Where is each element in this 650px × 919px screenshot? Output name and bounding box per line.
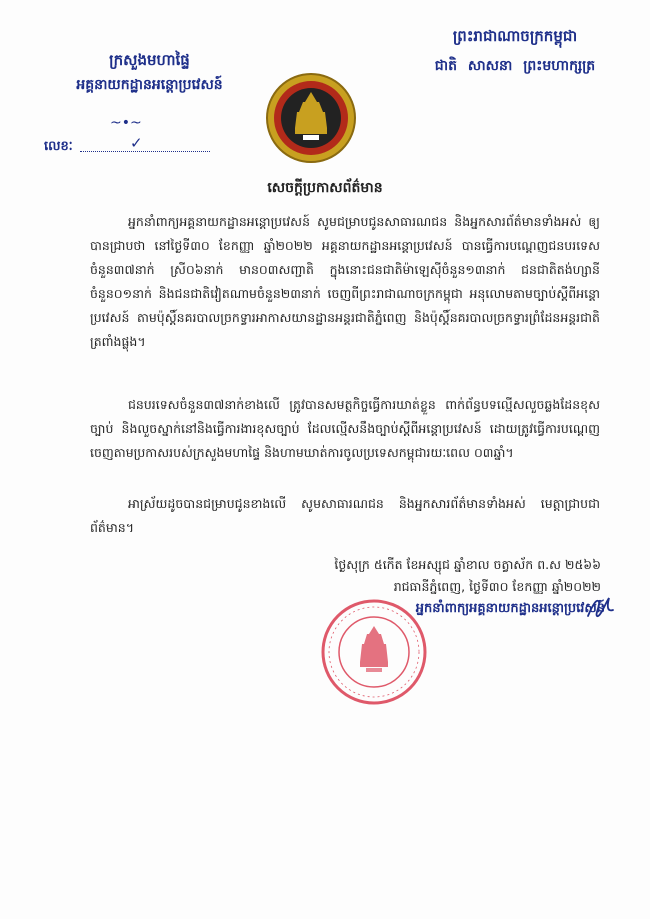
reference-number-label: លេខៈ — [44, 139, 73, 154]
handwritten-signature — [585, 592, 617, 624]
header-ornament: ~•~ — [110, 115, 142, 131]
department-name: អគ្គនាយកដ្ឋានអន្តោប្រវេសន៍ — [76, 77, 223, 93]
reference-check-mark: ✓ — [130, 134, 143, 152]
national-motto: ជាតិ សាសនា ព្រះមហាក្សត្រ — [434, 58, 596, 74]
reference-number-line — [80, 151, 210, 152]
ministry-name: ក្រសួងមហាផ្ទៃ — [109, 51, 190, 69]
lunar-date: ថ្ងៃសុក្រ ៥កើត ខែអស្សុជ ឆ្នាំខាល ចត្វាស័ក ព.ស ២៥៦៦ — [334, 557, 601, 572]
signer-title: អ្នកនាំពាក្យអគ្គនាយកដ្ឋានអន្តោប្រវេសន៍ — [415, 601, 605, 616]
body-paragraph-2: ជនបរទេសចំនួន៣៧នាក់ខាងលើ ត្រូវបានសមត្ថកិច្ចធ្វើការឃាត់ខ្លួន ពាក់ព័ន្ធបទល្មើសលួចឆ្លងដែនខុសច្បាប់ និងលួចស្នាក់នៅនិងធ្វើការងារខុសច្បាប់ ដែលល្មើសនឹងច្បាប់ស្តីពីអន្តោប្រវេសន៍ ដោយត្រូវធ្វើការបណ្តេញចេញតាមប្រកាសរបស់ក្រសួងមហាផ្ទៃ និងហាមឃាត់ការចូលប្រទេសកម្ពុជារយៈពេល ០៣ឆ្នាំ។ — [90, 397, 600, 460]
body-paragraph-1: អ្នកនាំពាក្យអគ្គនាយកដ្ឋានអន្តោប្រវេសន៍ សូមជម្រាបជូនសាធារណជន និងអ្នកសារព័ត៌មានទាំងអស់ ឲ្យបានជ្រាបថា នៅថ្ងៃទី៣០ ខែកញ្ញា ឆ្នាំ២០២២ អគ្គនាយកដ្ឋានអន្តោប្រវេសន៍ បានធ្វើការបណ្តេញជនបរទេសចំនួន៣៧នាក់ ស្រី០៦នាក់ មាន០៣សញ្ជាតិ ក្នុងនោះជនជាតិម៉ាឡេស៊ីចំនួន១៣នាក់ ជនជាតិតង់ហ្សានីចំនួន០១នាក់ និងជនជាតិវៀតណាមចំនួន២៣នាក់ ចេញពីព្រះរាជាណាចក្រកម្ពុជា អនុលោមតាមច្បាប់ស្តីពីអន្តោប្រវេសន៍ តាមប៉ុស្តិ៍នគរបាលច្រកទ្វារអាកាសយានដ្ឋានអន្តរជាតិភ្នំពេញ និងប៉ុស្តិ៍នគរបាលច្រកទ្វារព្រំដែនអន្តរជាតិត្រពាំងផ្លុង។ — [90, 214, 600, 349]
solar-date: រាជធានីភ្នំពេញ, ថ្ងៃទី៣០ ខែកញ្ញា ឆ្នាំ២០២២ — [393, 579, 601, 594]
ministry-header — [42, 50, 257, 96]
kingdom-header — [395, 25, 635, 77]
kingdom-name: ព្រះរាជាណាចក្រកម្ពុជា — [452, 27, 578, 45]
department-emblem-seal — [265, 72, 357, 164]
body-paragraph-3: អាស្រ័យដូចបានជម្រាបជូនខាងលើ សូមសាធារណជន និងអ្នកសារព័ត៌មានទាំងអស់ មេត្តាជ្រាបជាព័ត៌មាន។ — [90, 496, 600, 535]
document-title: សេចក្តីប្រកាសព័ត៌មាន — [267, 180, 383, 196]
